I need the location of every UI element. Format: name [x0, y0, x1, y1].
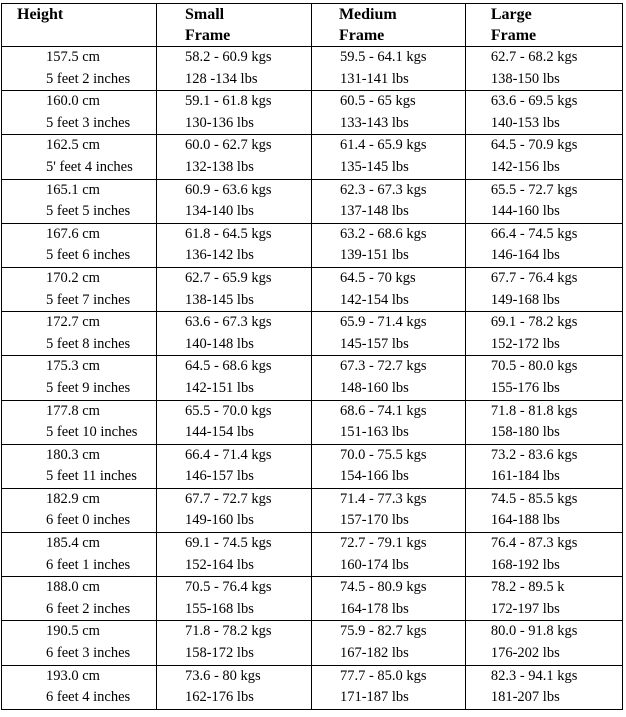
cell-small-frame: [156, 356, 311, 400]
medium-frame-metric: 59.5 - 64.1 kgs: [339, 49, 427, 65]
cell-large-frame: [465, 621, 622, 665]
height-metric: 190.5 cm: [46, 623, 100, 640]
table-row: [2, 47, 623, 91]
medium-frame-metric: 70.0 - 75.5 kgs: [339, 446, 427, 463]
cell-medium-frame: [311, 135, 465, 179]
cell-height: [2, 356, 157, 400]
height-imperial: 5 feet 6 inches: [46, 247, 131, 264]
medium-frame-metric: 64.5 - 70 kgs: [339, 269, 416, 286]
table-row: [2, 577, 623, 621]
small-frame-imperial: 140-148 lbs: [184, 335, 254, 352]
cell-height: [2, 577, 157, 621]
medium-frame-metric: 67.3 - 72.7 kgs: [339, 358, 427, 375]
cell-medium-frame: [311, 267, 465, 311]
medium-frame-imperial: 151-163 lbs: [339, 424, 409, 441]
table-row: [2, 179, 623, 223]
medium-frame-imperial: 135-145 lbs: [339, 158, 409, 175]
medium-frame-imperial: 145-157 lbs: [339, 335, 409, 352]
small-frame-imperial: 130-136 lbs: [184, 114, 254, 131]
medium-frame-imperial: 133-143 lbs: [339, 114, 409, 131]
cell-small-frame: [156, 312, 311, 356]
height-metric: 160.0 cm: [46, 93, 100, 110]
small-frame-imperial: 136-142 lbs: [184, 247, 254, 264]
cell-small-frame: [156, 400, 311, 444]
medium-frame-metric: 72.7 - 79.1 kgs: [339, 535, 427, 552]
cell-small-frame: [156, 135, 311, 179]
height-imperial: 6 feet 3 inches: [46, 645, 131, 662]
medium-frame-imperial: 139-151 lbs: [339, 247, 409, 264]
height-imperial: 5 feet 7 inches: [46, 291, 131, 308]
small-frame-metric: 69.1 - 74.5 kgs: [184, 535, 272, 552]
height-metric: 188.0 cm: [46, 579, 100, 596]
large-frame-imperial: 149-168 lbs: [490, 291, 560, 308]
cell-large-frame: [465, 488, 622, 532]
height-metric: 170.2 cm: [46, 269, 100, 286]
small-frame-metric: 61.8 - 64.5 kgs: [184, 225, 272, 242]
height-imperial: 5 feet 10 inches: [46, 424, 138, 441]
small-frame-metric: 60.9 - 63.6 kgs: [184, 181, 272, 198]
cell-large-frame: [465, 267, 622, 311]
cell-medium-frame: [311, 621, 465, 665]
medium-frame-imperial: 164-178 lbs: [339, 600, 409, 617]
small-frame-imperial: 155-168 lbs: [184, 600, 254, 617]
table-row: [2, 665, 623, 709]
large-frame-imperial: 146-164 lbs: [490, 247, 560, 264]
medium-frame-imperial: 137-148 lbs: [339, 203, 409, 220]
cell-medium-frame: [311, 47, 465, 91]
cell-height: [2, 47, 157, 91]
medium-frame-imperial: 154-166 lbs: [339, 468, 409, 485]
height-metric: 175.3 cm: [46, 358, 100, 375]
cell-small-frame: [156, 577, 311, 621]
small-frame-imperial: 158-172 lbs: [184, 645, 254, 662]
cell-height: [2, 223, 157, 267]
cell-medium-frame: [311, 444, 465, 488]
medium-frame-imperial: 148-160 lbs: [339, 379, 409, 396]
small-frame-metric: 60.0 - 62.7 kgs: [184, 137, 272, 154]
cell-medium-frame: [311, 91, 465, 135]
small-frame-imperial: 144-154 lbs: [184, 424, 254, 441]
cell-large-frame: [465, 665, 622, 709]
table-row: [2, 400, 623, 444]
header-small-frame: [156, 4, 311, 47]
cell-height: [2, 135, 157, 179]
large-frame-imperial: 172-197 lbs: [490, 600, 560, 617]
large-frame-imperial: 138-150 lbs: [490, 70, 560, 87]
cell-small-frame: [156, 621, 311, 665]
cell-small-frame: [156, 665, 311, 709]
medium-frame-metric: 77.7 - 85.0 kgs: [339, 667, 427, 684]
cell-height: [2, 179, 157, 223]
cell-large-frame: [465, 91, 622, 135]
small-frame-metric: 70.5 - 76.4 kgs: [184, 579, 272, 596]
table-row: [2, 488, 623, 532]
large-frame-metric: 82.3 - 94.1 kgs: [490, 667, 578, 684]
medium-frame-metric: 62.3 - 67.3 kgs: [339, 181, 427, 198]
height-imperial: 6 feet 0 inches: [46, 512, 131, 529]
large-frame-imperial: 152-172 lbs: [490, 335, 560, 352]
small-frame-imperial: 138-145 lbs: [184, 291, 254, 308]
small-frame-metric: 63.6 - 67.3 kgs: [184, 314, 272, 331]
table-row: [2, 533, 623, 577]
table-row: [2, 223, 623, 267]
small-frame-imperial: 152-164 lbs: [184, 556, 254, 573]
large-frame-metric: 62.7 - 68.2 kgs: [490, 49, 578, 65]
cell-medium-frame: [311, 356, 465, 400]
height-metric: 172.7 cm: [46, 314, 100, 331]
cell-large-frame: [465, 400, 622, 444]
small-frame-imperial: 142-151 lbs: [184, 379, 254, 396]
cell-height: [2, 621, 157, 665]
height-weight-frame-table: [1, 3, 623, 710]
large-frame-imperial: 181-207 lbs: [490, 689, 560, 706]
cell-small-frame: [156, 91, 311, 135]
table-body: [2, 47, 623, 710]
medium-frame-metric: 68.6 - 74.1 kgs: [339, 402, 427, 419]
cell-height: [2, 665, 157, 709]
cell-height: [2, 91, 157, 135]
height-imperial: 5 feet 9 inches: [46, 379, 131, 396]
header-height-label: Height: [17, 6, 64, 23]
height-metric: 185.4 cm: [46, 535, 100, 552]
medium-frame-metric: 63.2 - 68.6 kgs: [339, 225, 427, 242]
small-frame-metric: 59.1 - 61.8 kgs: [184, 93, 272, 110]
large-frame-imperial: 176-202 lbs: [490, 645, 560, 662]
cell-large-frame: [465, 356, 622, 400]
cell-large-frame: [465, 47, 622, 91]
medium-frame-metric: 75.9 - 82.7 kgs: [339, 623, 427, 640]
cell-height: [2, 267, 157, 311]
large-frame-metric: 71.8 - 81.8 kgs: [490, 402, 578, 419]
height-imperial: 5 feet 2 inches: [46, 70, 131, 87]
cell-large-frame: [465, 533, 622, 577]
header-large-line2: Frame: [490, 27, 537, 44]
large-frame-metric: 64.5 - 70.9 kgs: [490, 137, 578, 154]
cell-medium-frame: [311, 179, 465, 223]
height-imperial: 5' feet 4 inches: [46, 158, 133, 175]
table-header-row: [2, 4, 623, 47]
table-row: [2, 135, 623, 179]
large-frame-metric: 67.7 - 76.4 kgs: [490, 269, 578, 286]
small-frame-metric: 65.5 - 70.0 kgs: [184, 402, 272, 419]
height-imperial: 5 feet 8 inches: [46, 335, 131, 352]
header-medium-frame: [311, 4, 465, 47]
header-medium-line1: Medium: [338, 6, 397, 23]
height-imperial: 5 feet 5 inches: [46, 203, 131, 220]
cell-height: [2, 312, 157, 356]
header-medium-line2: Frame: [338, 27, 385, 44]
small-frame-imperial: 146-157 lbs: [184, 468, 254, 485]
small-frame-metric: 73.6 - 80 kgs: [184, 667, 261, 684]
cell-large-frame: [465, 223, 622, 267]
cell-medium-frame: [311, 577, 465, 621]
cell-medium-frame: [311, 400, 465, 444]
medium-frame-metric: 65.9 - 71.4 kgs: [339, 314, 427, 331]
table-row: [2, 621, 623, 665]
large-frame-imperial: 142-156 lbs: [490, 158, 560, 175]
medium-frame-metric: 60.5 - 65 kgs: [339, 93, 416, 110]
cell-small-frame: [156, 533, 311, 577]
table-row: [2, 444, 623, 488]
cell-height: [2, 533, 157, 577]
medium-frame-imperial: 171-187 lbs: [339, 689, 409, 706]
small-frame-metric: 66.4 - 71.4 kgs: [184, 446, 272, 463]
small-frame-imperial: 134-140 lbs: [184, 203, 254, 220]
small-frame-imperial: 128 -134 lbs: [184, 70, 258, 87]
large-frame-imperial: 140-153 lbs: [490, 114, 560, 131]
small-frame-metric: 64.5 - 68.6 kgs: [184, 358, 272, 375]
large-frame-metric: 66.4 - 74.5 kgs: [490, 225, 578, 242]
cell-large-frame: [465, 179, 622, 223]
height-imperial: 6 feet 2 inches: [46, 600, 131, 617]
large-frame-imperial: 168-192 lbs: [490, 556, 560, 573]
cell-large-frame: [465, 444, 622, 488]
small-frame-metric: 71.8 - 78.2 kgs: [184, 623, 272, 640]
header-large-frame: [465, 4, 622, 47]
table-row: [2, 267, 623, 311]
large-frame-metric: 74.5 - 85.5 kgs: [490, 490, 578, 507]
height-imperial: 6 feet 4 inches: [46, 689, 131, 706]
cell-large-frame: [465, 577, 622, 621]
medium-frame-metric: 74.5 - 80.9 kgs: [339, 579, 427, 596]
height-metric: 162.5 cm: [46, 137, 100, 154]
cell-small-frame: [156, 179, 311, 223]
medium-frame-metric: 61.4 - 65.9 kgs: [339, 137, 427, 154]
table-row: [2, 356, 623, 400]
table-row: [2, 312, 623, 356]
height-metric: 177.8 cm: [46, 402, 100, 419]
cell-small-frame: [156, 223, 311, 267]
large-frame-metric: 63.6 - 69.5 kgs: [490, 93, 578, 110]
cell-height: [2, 488, 157, 532]
cell-medium-frame: [311, 665, 465, 709]
height-imperial: 6 feet 1 inches: [46, 556, 131, 573]
medium-frame-imperial: 142-154 lbs: [339, 291, 409, 308]
table-row: [2, 91, 623, 135]
large-frame-imperial: 158-180 lbs: [490, 424, 560, 441]
large-frame-metric: 70.5 - 80.0 kgs: [490, 358, 578, 375]
cell-medium-frame: [311, 533, 465, 577]
cell-height: [2, 444, 157, 488]
height-metric: 180.3 cm: [46, 446, 100, 463]
large-frame-metric: 73.2 - 83.6 kgs: [490, 446, 578, 463]
height-imperial: 5 feet 11 inches: [46, 468, 137, 485]
cell-small-frame: [156, 47, 311, 91]
medium-frame-imperial: 131-141 lbs: [339, 70, 409, 87]
cell-large-frame: [465, 312, 622, 356]
small-frame-metric: 67.7 - 72.7 kgs: [184, 490, 272, 507]
height-imperial: 5 feet 3 inches: [46, 114, 131, 131]
cell-height: [2, 400, 157, 444]
header-large-line1: Large: [490, 6, 532, 23]
cell-small-frame: [156, 488, 311, 532]
cell-medium-frame: [311, 312, 465, 356]
large-frame-metric: 76.4 - 87.3 kgs: [490, 535, 578, 552]
large-frame-metric: 65.5 - 72.7 kgs: [490, 181, 578, 198]
header-height: [2, 4, 157, 47]
small-frame-imperial: 149-160 lbs: [184, 512, 254, 529]
medium-frame-imperial: 157-170 lbs: [339, 512, 409, 529]
small-frame-metric: 58.2 - 60.9 kgs: [184, 49, 272, 65]
header-small-line1: Small: [184, 6, 225, 23]
large-frame-metric: 80.0 - 91.8 kgs: [490, 623, 578, 640]
large-frame-imperial: 164-188 lbs: [490, 512, 560, 529]
height-metric: 193.0 cm: [46, 667, 100, 684]
large-frame-metric: 69.1 - 78.2 kgs: [490, 314, 578, 331]
header-small-line2: Frame: [184, 27, 231, 44]
small-frame-metric: 62.7 - 65.9 kgs: [184, 269, 272, 286]
height-metric: 182.9 cm: [46, 490, 100, 507]
height-metric: 165.1 cm: [46, 181, 100, 198]
small-frame-imperial: 162-176 lbs: [184, 689, 254, 706]
cell-medium-frame: [311, 488, 465, 532]
large-frame-imperial: 161-184 lbs: [490, 468, 560, 485]
large-frame-imperial: 155-176 lbs: [490, 379, 560, 396]
large-frame-imperial: 144-160 lbs: [490, 203, 560, 220]
small-frame-imperial: 132-138 lbs: [184, 158, 254, 175]
cell-medium-frame: [311, 223, 465, 267]
medium-frame-imperial: 160-174 lbs: [339, 556, 409, 573]
cell-small-frame: [156, 267, 311, 311]
cell-small-frame: [156, 444, 311, 488]
height-metric: 157.5 cm: [46, 49, 100, 65]
height-metric: 167.6 cm: [46, 225, 100, 242]
medium-frame-metric: 71.4 - 77.3 kgs: [339, 490, 427, 507]
large-frame-metric: 78.2 - 89.5 k: [490, 579, 565, 596]
medium-frame-imperial: 167-182 lbs: [339, 645, 409, 662]
cell-large-frame: [465, 135, 622, 179]
